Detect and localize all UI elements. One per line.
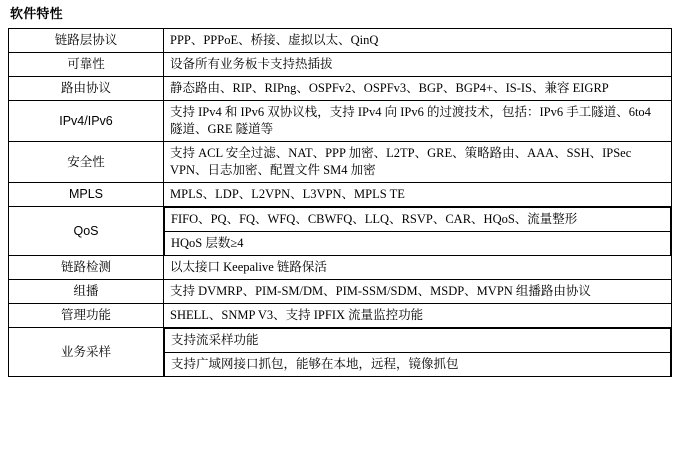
table-row (9, 53, 672, 77)
sampling-value-line-1: 支持流采样功能 (165, 329, 671, 353)
row-value-service-sampling (164, 328, 672, 377)
sampling-sub-table (164, 328, 671, 376)
row-label-service-sampling: 业务采样 (9, 328, 164, 377)
table-row (9, 183, 672, 207)
sub-row (165, 329, 671, 353)
row-label-link-detection: 链路检测 (9, 256, 164, 280)
sub-row (165, 353, 671, 377)
page-title: 软件特性 (10, 6, 63, 21)
row-label-mpls: MPLS (9, 183, 164, 207)
row-label-management: 管理功能 (9, 304, 164, 328)
row-value-security: 支持 ACL 安全过滤、NAT、PPP 加密、L2TP、GRE、策略路由、AAA、SSH、IPSec VPN、日志加密、配置文件 SM4 加密 (164, 142, 672, 183)
table-row (9, 142, 672, 183)
row-label-security: 安全性 (9, 142, 164, 183)
table-row (9, 207, 672, 256)
row-label-ipv4-ipv6: IPv4/IPv6 (9, 101, 164, 142)
table-row (9, 256, 672, 280)
sampling-value-line-2: 支持广域网接口抓包，能够在本地，远程，镜像抓包 (165, 353, 671, 377)
sub-row (165, 232, 671, 256)
row-value-link-layer-protocol: PPP、PPPoE、桥接、虚拟以太、QinQ (164, 29, 672, 53)
qos-value-line-1: FIFO、PQ、FQ、WFQ、CBWFQ、LLQ、RSVP、CAR、HQoS、流量整形 (165, 208, 671, 232)
row-value-link-detection: 以太接口 Keepalive 链路保活 (164, 256, 672, 280)
table-row (9, 101, 672, 142)
table-row (9, 304, 672, 328)
table-body (9, 29, 672, 377)
row-label-reliability: 可靠性 (9, 53, 164, 77)
qos-sub-table (164, 207, 671, 255)
row-label-routing-protocol: 路由协议 (9, 77, 164, 101)
row-label-link-layer-protocol: 链路层协议 (9, 29, 164, 53)
row-value-multicast: 支持 DVMRP、PIM-SM/DM、PIM-SSM/SDM、MSDP、MVPN 组播路由协议 (164, 280, 672, 304)
qos-value-line-2: HQoS 层数≥4 (165, 232, 671, 256)
row-value-mpls: MPLS、LDP、L2VPN、L3VPN、MPLS TE (164, 183, 672, 207)
row-value-reliability: 设备所有业务板卡支持热插拔 (164, 53, 672, 77)
row-value-qos (164, 207, 672, 256)
table-row (9, 29, 672, 53)
sub-row (165, 208, 671, 232)
table-row (9, 328, 672, 377)
row-label-qos: QoS (9, 207, 164, 256)
table-row (9, 280, 672, 304)
row-value-ipv4-ipv6: 支持 IPv4 和 IPv6 双协议栈，支持 IPv4 向 IPv6 的过渡技术，包括：IPv6 手工隧道、6to4 隧道、GRE 隧道等 (164, 101, 672, 142)
row-value-management: SHELL、SNMP V3、支持 IPFIX 流量监控功能 (164, 304, 672, 328)
row-value-routing-protocol: 静态路由、RIP、RIPng、OSPFv2、OSPFv3、BGP、BGP4+、IS-IS、兼容 EIGRP (164, 77, 672, 101)
software-features-table (8, 28, 672, 377)
row-label-multicast: 组播 (9, 280, 164, 304)
table-row (9, 77, 672, 101)
